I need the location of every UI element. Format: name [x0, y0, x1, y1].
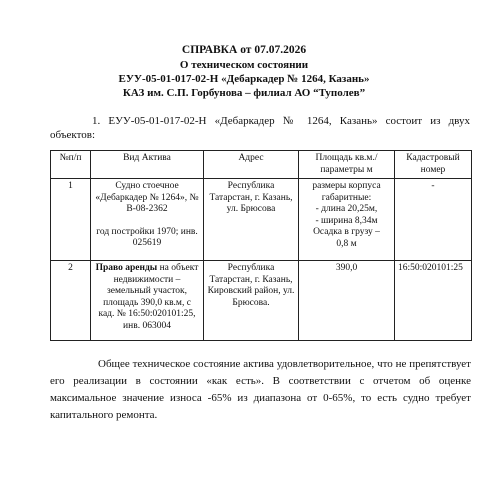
- document-subtitle: О техническом состоянии: [179, 59, 309, 71]
- address-cell: Республика Татарстан, г. Казань, Кировский район, ул. Брюсова.: [204, 261, 299, 341]
- area-line: - длина 20,25м,: [315, 204, 378, 214]
- asset-extra: год постройки 1970; инв. 025619: [96, 226, 198, 248]
- intro-paragraph: [50, 114, 470, 142]
- table-row: [51, 261, 472, 341]
- summary-paragraph: [50, 356, 471, 424]
- owner-line: КАЗ им. С.П. Горбунова – филиал АО “Туполев”: [122, 87, 366, 99]
- summary-text: Общее техническое состояние актива удовлетворительное, что не препятствует его реализации в состоянии «как есть». В соответствии с отчетом об оценке максимальное значение износа -65% из диапазона от 0-65%, то есть судно требует капитального ремонта.: [50, 358, 471, 421]
- cadastral-cell: -: [395, 179, 472, 261]
- address-cell: Республика Татарстан, г. Казань, ул. Брюсова: [204, 179, 299, 261]
- asset-description: на объект недвижимости – земельный участок, площадь 390,0 кв.м, с кад. № 16:50:020101:25, инв. 063004: [98, 263, 199, 331]
- table-row: [51, 179, 472, 261]
- header-area: Площадь кв.м./параметры м: [299, 151, 395, 179]
- intro-line-2: объектов:: [50, 129, 96, 141]
- asset-cell: [91, 179, 204, 261]
- intro-line-1: 1. ЕУУ-05-01-017-02-Н «Дебаркадер № 1264, Казань» состоит из двух: [92, 115, 470, 127]
- header-asset-type: Вид Актива: [91, 151, 204, 179]
- area-cell: 390,0: [299, 261, 395, 341]
- cadastral-cell: 16:50:020101:25: [395, 261, 472, 341]
- asset-cell: [91, 261, 204, 341]
- area-line: Осадка в грузу –: [313, 227, 380, 237]
- header-number: №п/п: [51, 151, 91, 179]
- assets-table: [50, 150, 472, 341]
- header-cadastral: Кадастровый номер: [395, 151, 472, 179]
- lease-right-label: Право аренды: [95, 263, 158, 273]
- area-line: размеры корпуса габаритные:: [312, 181, 381, 203]
- row-number: 2: [51, 261, 91, 341]
- area-line: - ширина 8,34м: [315, 215, 378, 226]
- area-cell: [299, 179, 395, 261]
- header-address: Адрес: [204, 151, 299, 179]
- asset-main: Судно стоечное «Дебаркадер № 1264», № В-08-2362: [95, 181, 199, 214]
- area-line: 0,8 м: [336, 238, 357, 249]
- table-header-row: [51, 151, 472, 179]
- object-line: ЕУУ-05-01-017-02-Н «Дебаркадер № 1264, Казань»: [118, 73, 370, 85]
- row-number: 1: [51, 179, 91, 261]
- document-title: СПРАВКА от 07.07.2026: [181, 44, 307, 56]
